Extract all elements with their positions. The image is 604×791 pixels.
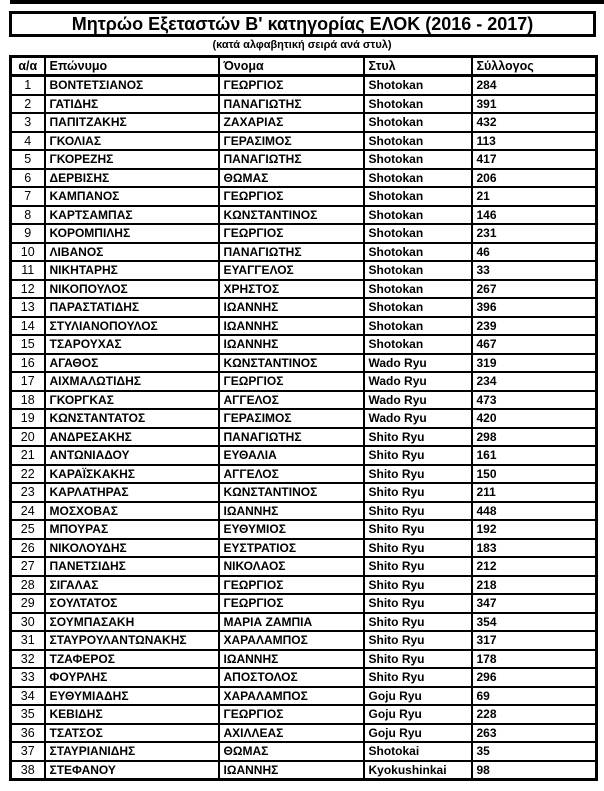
club-number-cell: 21: [472, 187, 597, 206]
table-row: [11, 428, 597, 447]
column-header-firstname: Όνομα: [219, 57, 364, 76]
club-number-cell: 69: [472, 687, 597, 706]
surname-cell: ΚΩΝΣΤΑΝΤΑΤΟΣ: [45, 409, 219, 428]
column-header-club: Σύλλογος: [472, 57, 597, 76]
style-cell: Shito Ryu: [364, 446, 472, 465]
firstname-cell: ΖΑΧΑΡΙΑΣ: [219, 113, 364, 132]
page-title: Μητρώο Εξεταστών Β' κατηγορίας ΕΛΟΚ (2016 - 2017): [71, 13, 534, 34]
club-number-cell: 146: [472, 206, 597, 225]
row-index-cell: 22: [11, 465, 45, 484]
table-row: [11, 761, 597, 780]
club-number-cell: 239: [472, 317, 597, 336]
firstname-cell: ΙΩΑΝΝΗΣ: [219, 761, 364, 780]
surname-cell: ΑΝΔΡΕΣΑΚΗΣ: [45, 428, 219, 447]
surname-cell: ΒΟΝΤΕΤΣΙΑΝΟΣ: [45, 76, 219, 95]
surname-cell: ΠΑΡΑΣΤΑΤΙΔΗΣ: [45, 298, 219, 317]
table-row: [11, 687, 597, 706]
firstname-cell: ΚΩΝΣΤΑΝΤΙΝΟΣ: [219, 483, 364, 502]
style-cell: Shotokan: [364, 95, 472, 114]
row-index-cell: 1: [11, 76, 45, 95]
row-index-cell: 28: [11, 576, 45, 595]
surname-cell: ΚΑΜΠΑΝΟΣ: [45, 187, 219, 206]
style-cell: Shotokan: [364, 317, 472, 336]
table-row: [11, 502, 597, 521]
club-number-cell: 35: [472, 742, 597, 761]
row-index-cell: 12: [11, 280, 45, 299]
club-number-cell: 46: [472, 243, 597, 262]
row-index-cell: 11: [11, 261, 45, 280]
firstname-cell: ΙΩΑΝΝΗΣ: [219, 335, 364, 354]
firstname-cell: ΙΩΑΝΝΗΣ: [219, 317, 364, 336]
style-cell: Shito Ryu: [364, 483, 472, 502]
row-index-cell: 16: [11, 354, 45, 373]
firstname-cell: ΓΕΩΡΓΙΟΣ: [219, 224, 364, 243]
header-row: [11, 57, 597, 76]
row-index-cell: 7: [11, 187, 45, 206]
surname-cell: ΣΤΕΦΑΝΟΥ: [45, 761, 219, 780]
surname-cell: ΕΥΘΥΜΙΑΔΗΣ: [45, 687, 219, 706]
table-row: [11, 650, 597, 669]
table-row: [11, 354, 597, 373]
row-index-cell: 15: [11, 335, 45, 354]
table-row: [11, 113, 597, 132]
table-row: [11, 557, 597, 576]
style-cell: Shotokai: [364, 742, 472, 761]
row-index-cell: 31: [11, 631, 45, 650]
style-cell: Goju Ryu: [364, 687, 472, 706]
style-cell: Wado Ryu: [364, 391, 472, 410]
club-number-cell: 432: [472, 113, 597, 132]
style-cell: Wado Ryu: [364, 372, 472, 391]
style-cell: Shito Ryu: [364, 557, 472, 576]
table-row: [11, 280, 597, 299]
surname-cell: ΣΟΥΛΤΑΤΟΣ: [45, 594, 219, 613]
club-number-cell: 417: [472, 150, 597, 169]
surname-cell: ΣΤΑΥΡΙΑΝΙΔΗΣ: [45, 742, 219, 761]
firstname-cell: ΜΑΡΙΑ ΖΑΜΠΙΑ: [219, 613, 364, 632]
club-number-cell: 448: [472, 502, 597, 521]
surname-cell: ΑΙΧΜΑΛΩΤΙΔΗΣ: [45, 372, 219, 391]
surname-cell: ΛΙΒΑΝΟΣ: [45, 243, 219, 262]
surname-cell: ΚΕΒΙΔΗΣ: [45, 705, 219, 724]
style-cell: Shito Ryu: [364, 650, 472, 669]
surname-cell: ΚΑΡΤΣΑΜΠΑΣ: [45, 206, 219, 225]
club-number-cell: 178: [472, 650, 597, 669]
firstname-cell: ΕΥΑΓΓΕΛΟΣ: [219, 261, 364, 280]
table-row: [11, 465, 597, 484]
table-row: [11, 335, 597, 354]
row-index-cell: 33: [11, 668, 45, 687]
style-cell: Shito Ryu: [364, 594, 472, 613]
club-number-cell: 319: [472, 354, 597, 373]
row-index-cell: 6: [11, 169, 45, 188]
firstname-cell: ΓΕΡΑΣΙΜΟΣ: [219, 132, 364, 151]
style-cell: Shito Ryu: [364, 668, 472, 687]
firstname-cell: ΠΑΝΑΓΙΩΤΗΣ: [219, 95, 364, 114]
style-cell: Shito Ryu: [364, 428, 472, 447]
row-index-cell: 21: [11, 446, 45, 465]
club-number-cell: 391: [472, 95, 597, 114]
table-row: [11, 594, 597, 613]
title-box: [9, 11, 596, 37]
club-number-cell: 298: [472, 428, 597, 447]
firstname-cell: ΕΥΣΤΡΑΤΙΟΣ: [219, 539, 364, 558]
row-index-cell: 10: [11, 243, 45, 262]
table-row: [11, 317, 597, 336]
surname-cell: ΚΑΡΛΑΤΗΡΑΣ: [45, 483, 219, 502]
surname-cell: ΓΚΟΡΕΖΗΣ: [45, 150, 219, 169]
surname-cell: ΝΙΚΟΠΟΥΛΟΣ: [45, 280, 219, 299]
row-index-cell: 4: [11, 132, 45, 151]
style-cell: Wado Ryu: [364, 354, 472, 373]
row-index-cell: 9: [11, 224, 45, 243]
style-cell: Shito Ryu: [364, 502, 472, 521]
examiners-table: [9, 55, 598, 781]
table-row: [11, 576, 597, 595]
firstname-cell: ΙΩΑΝΝΗΣ: [219, 298, 364, 317]
style-cell: Shotokan: [364, 335, 472, 354]
table-row: [11, 520, 597, 539]
surname-cell: ΓΚΟΛΙΑΣ: [45, 132, 219, 151]
surname-cell: ΠΑΝΕΤΣΙΔΗΣ: [45, 557, 219, 576]
row-index-cell: 18: [11, 391, 45, 410]
row-index-cell: 29: [11, 594, 45, 613]
table-row: [11, 298, 597, 317]
firstname-cell: ΑΓΓΕΛΟΣ: [219, 391, 364, 410]
club-number-cell: 161: [472, 446, 597, 465]
club-number-cell: 267: [472, 280, 597, 299]
row-index-cell: 26: [11, 539, 45, 558]
club-number-cell: 113: [472, 132, 597, 151]
club-number-cell: 467: [472, 335, 597, 354]
row-index-cell: 37: [11, 742, 45, 761]
row-index-cell: 32: [11, 650, 45, 669]
surname-cell: ΑΝΤΩΝΙΑΔΟΥ: [45, 446, 219, 465]
surname-cell: ΝΙΚΗΤΑΡΗΣ: [45, 261, 219, 280]
firstname-cell: ΙΩΑΝΝΗΣ: [219, 502, 364, 521]
club-number-cell: 98: [472, 761, 597, 780]
page-subtitle: (κατά αλφαβητική σειρά ανά στυλ): [212, 39, 392, 51]
table-row: [11, 724, 597, 743]
firstname-cell: ΕΥΘΑΛΙΑ: [219, 446, 364, 465]
row-index-cell: 34: [11, 687, 45, 706]
style-cell: Shito Ryu: [364, 576, 472, 595]
table-row: [11, 391, 597, 410]
style-cell: Shito Ryu: [364, 631, 472, 650]
club-number-cell: 420: [472, 409, 597, 428]
table-row: [11, 409, 597, 428]
surname-cell: ΣΙΓΑΛΑΣ: [45, 576, 219, 595]
surname-cell: ΓΚΟΡΓΚΑΣ: [45, 391, 219, 410]
firstname-cell: ΕΥΘΥΜΙΟΣ: [219, 520, 364, 539]
row-index-cell: 13: [11, 298, 45, 317]
table-row: [11, 742, 597, 761]
firstname-cell: ΓΕΩΡΓΙΟΣ: [219, 594, 364, 613]
scan-edge-artifact: [10, 0, 604, 4]
table-row: [11, 631, 597, 650]
surname-cell: ΚΟΡΟΜΠΙΛΗΣ: [45, 224, 219, 243]
table-row: [11, 261, 597, 280]
firstname-cell: ΓΕΩΡΓΙΟΣ: [219, 187, 364, 206]
row-index-cell: 24: [11, 502, 45, 521]
style-cell: Shotokan: [364, 187, 472, 206]
row-index-cell: 14: [11, 317, 45, 336]
table-row: [11, 76, 597, 95]
table-row: [11, 613, 597, 632]
firstname-cell: ΙΩΑΝΝΗΣ: [219, 650, 364, 669]
style-cell: Goju Ryu: [364, 705, 472, 724]
style-cell: Shotokan: [364, 150, 472, 169]
row-index-cell: 20: [11, 428, 45, 447]
table-row: [11, 668, 597, 687]
row-index-cell: 2: [11, 95, 45, 114]
surname-cell: ΤΣΑΤΣΟΣ: [45, 724, 219, 743]
examiner-table-body: [11, 76, 597, 780]
style-cell: Shito Ryu: [364, 520, 472, 539]
firstname-cell: ΘΩΜΑΣ: [219, 742, 364, 761]
style-cell: Shotokan: [364, 261, 472, 280]
surname-cell: ΣΤΑΥΡΟΥΛΑΝΤΩΝΑΚΗΣ: [45, 631, 219, 650]
firstname-cell: ΧΑΡΑΛΑΜΠΟΣ: [219, 687, 364, 706]
table-row: [11, 224, 597, 243]
club-number-cell: 206: [472, 169, 597, 188]
surname-cell: ΔΕΡΒΙΣΗΣ: [45, 169, 219, 188]
row-index-cell: 27: [11, 557, 45, 576]
table-row: [11, 187, 597, 206]
club-number-cell: 192: [472, 520, 597, 539]
club-number-cell: 347: [472, 594, 597, 613]
firstname-cell: ΝΙΚΟΛΑΟΣ: [219, 557, 364, 576]
table-row: [11, 372, 597, 391]
surname-cell: ΦΟΥΡΛΗΣ: [45, 668, 219, 687]
club-number-cell: 473: [472, 391, 597, 410]
surname-cell: ΚΑΡΑΪΣΚΑΚΗΣ: [45, 465, 219, 484]
style-cell: Shito Ryu: [364, 613, 472, 632]
table-row: [11, 243, 597, 262]
club-number-cell: 150: [472, 465, 597, 484]
table-row: [11, 132, 597, 151]
surname-cell: ΤΣΑΡΟΥΧΑΣ: [45, 335, 219, 354]
club-number-cell: 218: [472, 576, 597, 595]
surname-cell: ΜΠΟΥΡΑΣ: [45, 520, 219, 539]
row-index-cell: 23: [11, 483, 45, 502]
surname-cell: ΣΤΥΛΙΑΝΟΠΟΥΛΟΣ: [45, 317, 219, 336]
style-cell: Shotokan: [364, 76, 472, 95]
row-index-cell: 36: [11, 724, 45, 743]
club-number-cell: 33: [472, 261, 597, 280]
style-cell: Goju Ryu: [364, 724, 472, 743]
club-number-cell: 354: [472, 613, 597, 632]
row-index-cell: 17: [11, 372, 45, 391]
firstname-cell: ΠΑΝΑΓΙΩΤΗΣ: [219, 428, 364, 447]
firstname-cell: ΠΑΝΑΓΙΩΤΗΣ: [219, 150, 364, 169]
club-number-cell: 296: [472, 668, 597, 687]
row-index-cell: 38: [11, 761, 45, 780]
surname-cell: ΓΑΤΙΔΗΣ: [45, 95, 219, 114]
column-header-style: Στυλ: [364, 57, 472, 76]
style-cell: Wado Ryu: [364, 409, 472, 428]
firstname-cell: ΘΩΜΑΣ: [219, 169, 364, 188]
firstname-cell: ΠΑΝΑΓΙΩΤΗΣ: [219, 243, 364, 262]
row-index-cell: 3: [11, 113, 45, 132]
table-row: [11, 169, 597, 188]
row-index-cell: 5: [11, 150, 45, 169]
style-cell: Shotokan: [364, 132, 472, 151]
club-number-cell: 211: [472, 483, 597, 502]
column-header-surname: Επώνυμο: [45, 57, 219, 76]
style-cell: Shotokan: [364, 298, 472, 317]
club-number-cell: 396: [472, 298, 597, 317]
table-row: [11, 539, 597, 558]
table-row: [11, 705, 597, 724]
surname-cell: ΑΓΑΘΟΣ: [45, 354, 219, 373]
table-row: [11, 150, 597, 169]
row-index-cell: 35: [11, 705, 45, 724]
firstname-cell: ΓΕΩΡΓΙΟΣ: [219, 576, 364, 595]
table-row: [11, 95, 597, 114]
firstname-cell: ΑΠΟΣΤΟΛΟΣ: [219, 668, 364, 687]
surname-cell: ΠΑΠΙΤΖΑΚΗΣ: [45, 113, 219, 132]
firstname-cell: ΚΩΝΣΤΑΝΤΙΝΟΣ: [219, 206, 364, 225]
firstname-cell: ΚΩΝΣΤΑΝΤΙΝΟΣ: [219, 354, 364, 373]
firstname-cell: ΓΕΩΡΓΙΟΣ: [219, 705, 364, 724]
firstname-cell: ΓΕΩΡΓΙΟΣ: [219, 372, 364, 391]
style-cell: Shito Ryu: [364, 465, 472, 484]
table-row: [11, 206, 597, 225]
style-cell: Kyokushinkai: [364, 761, 472, 780]
column-header-index: α/α: [11, 57, 45, 76]
style-cell: Shotokan: [364, 243, 472, 262]
style-cell: Shotokan: [364, 206, 472, 225]
surname-cell: ΝΙΚΟΛΟΥΔΗΣ: [45, 539, 219, 558]
table-row: [11, 483, 597, 502]
firstname-cell: ΑΓΓΕΛΟΣ: [219, 465, 364, 484]
club-number-cell: 263: [472, 724, 597, 743]
row-index-cell: 19: [11, 409, 45, 428]
surname-cell: ΤΖΑΦΕΡΟΣ: [45, 650, 219, 669]
surname-cell: ΣΟΥΜΠΑΣΑΚΗ: [45, 613, 219, 632]
club-number-cell: 228: [472, 705, 597, 724]
firstname-cell: ΓΕΡΑΣΙΜΟΣ: [219, 409, 364, 428]
club-number-cell: 317: [472, 631, 597, 650]
club-number-cell: 183: [472, 539, 597, 558]
firstname-cell: ΧΡΗΣΤΟΣ: [219, 280, 364, 299]
firstname-cell: ΓΕΩΡΓΙΟΣ: [219, 76, 364, 95]
club-number-cell: 231: [472, 224, 597, 243]
style-cell: Shotokan: [364, 280, 472, 299]
club-number-cell: 234: [472, 372, 597, 391]
firstname-cell: ΧΑΡΑΛΑΜΠΟΣ: [219, 631, 364, 650]
style-cell: Shotokan: [364, 169, 472, 188]
firstname-cell: ΑΧΙΛΛΕΑΣ: [219, 724, 364, 743]
style-cell: Shotokan: [364, 113, 472, 132]
club-number-cell: 284: [472, 76, 597, 95]
row-index-cell: 25: [11, 520, 45, 539]
row-index-cell: 8: [11, 206, 45, 225]
row-index-cell: 30: [11, 613, 45, 632]
surname-cell: ΜΟΣΧΟΒΑΣ: [45, 502, 219, 521]
style-cell: Shotokan: [364, 224, 472, 243]
table-row: [11, 446, 597, 465]
style-cell: Shito Ryu: [364, 539, 472, 558]
club-number-cell: 212: [472, 557, 597, 576]
